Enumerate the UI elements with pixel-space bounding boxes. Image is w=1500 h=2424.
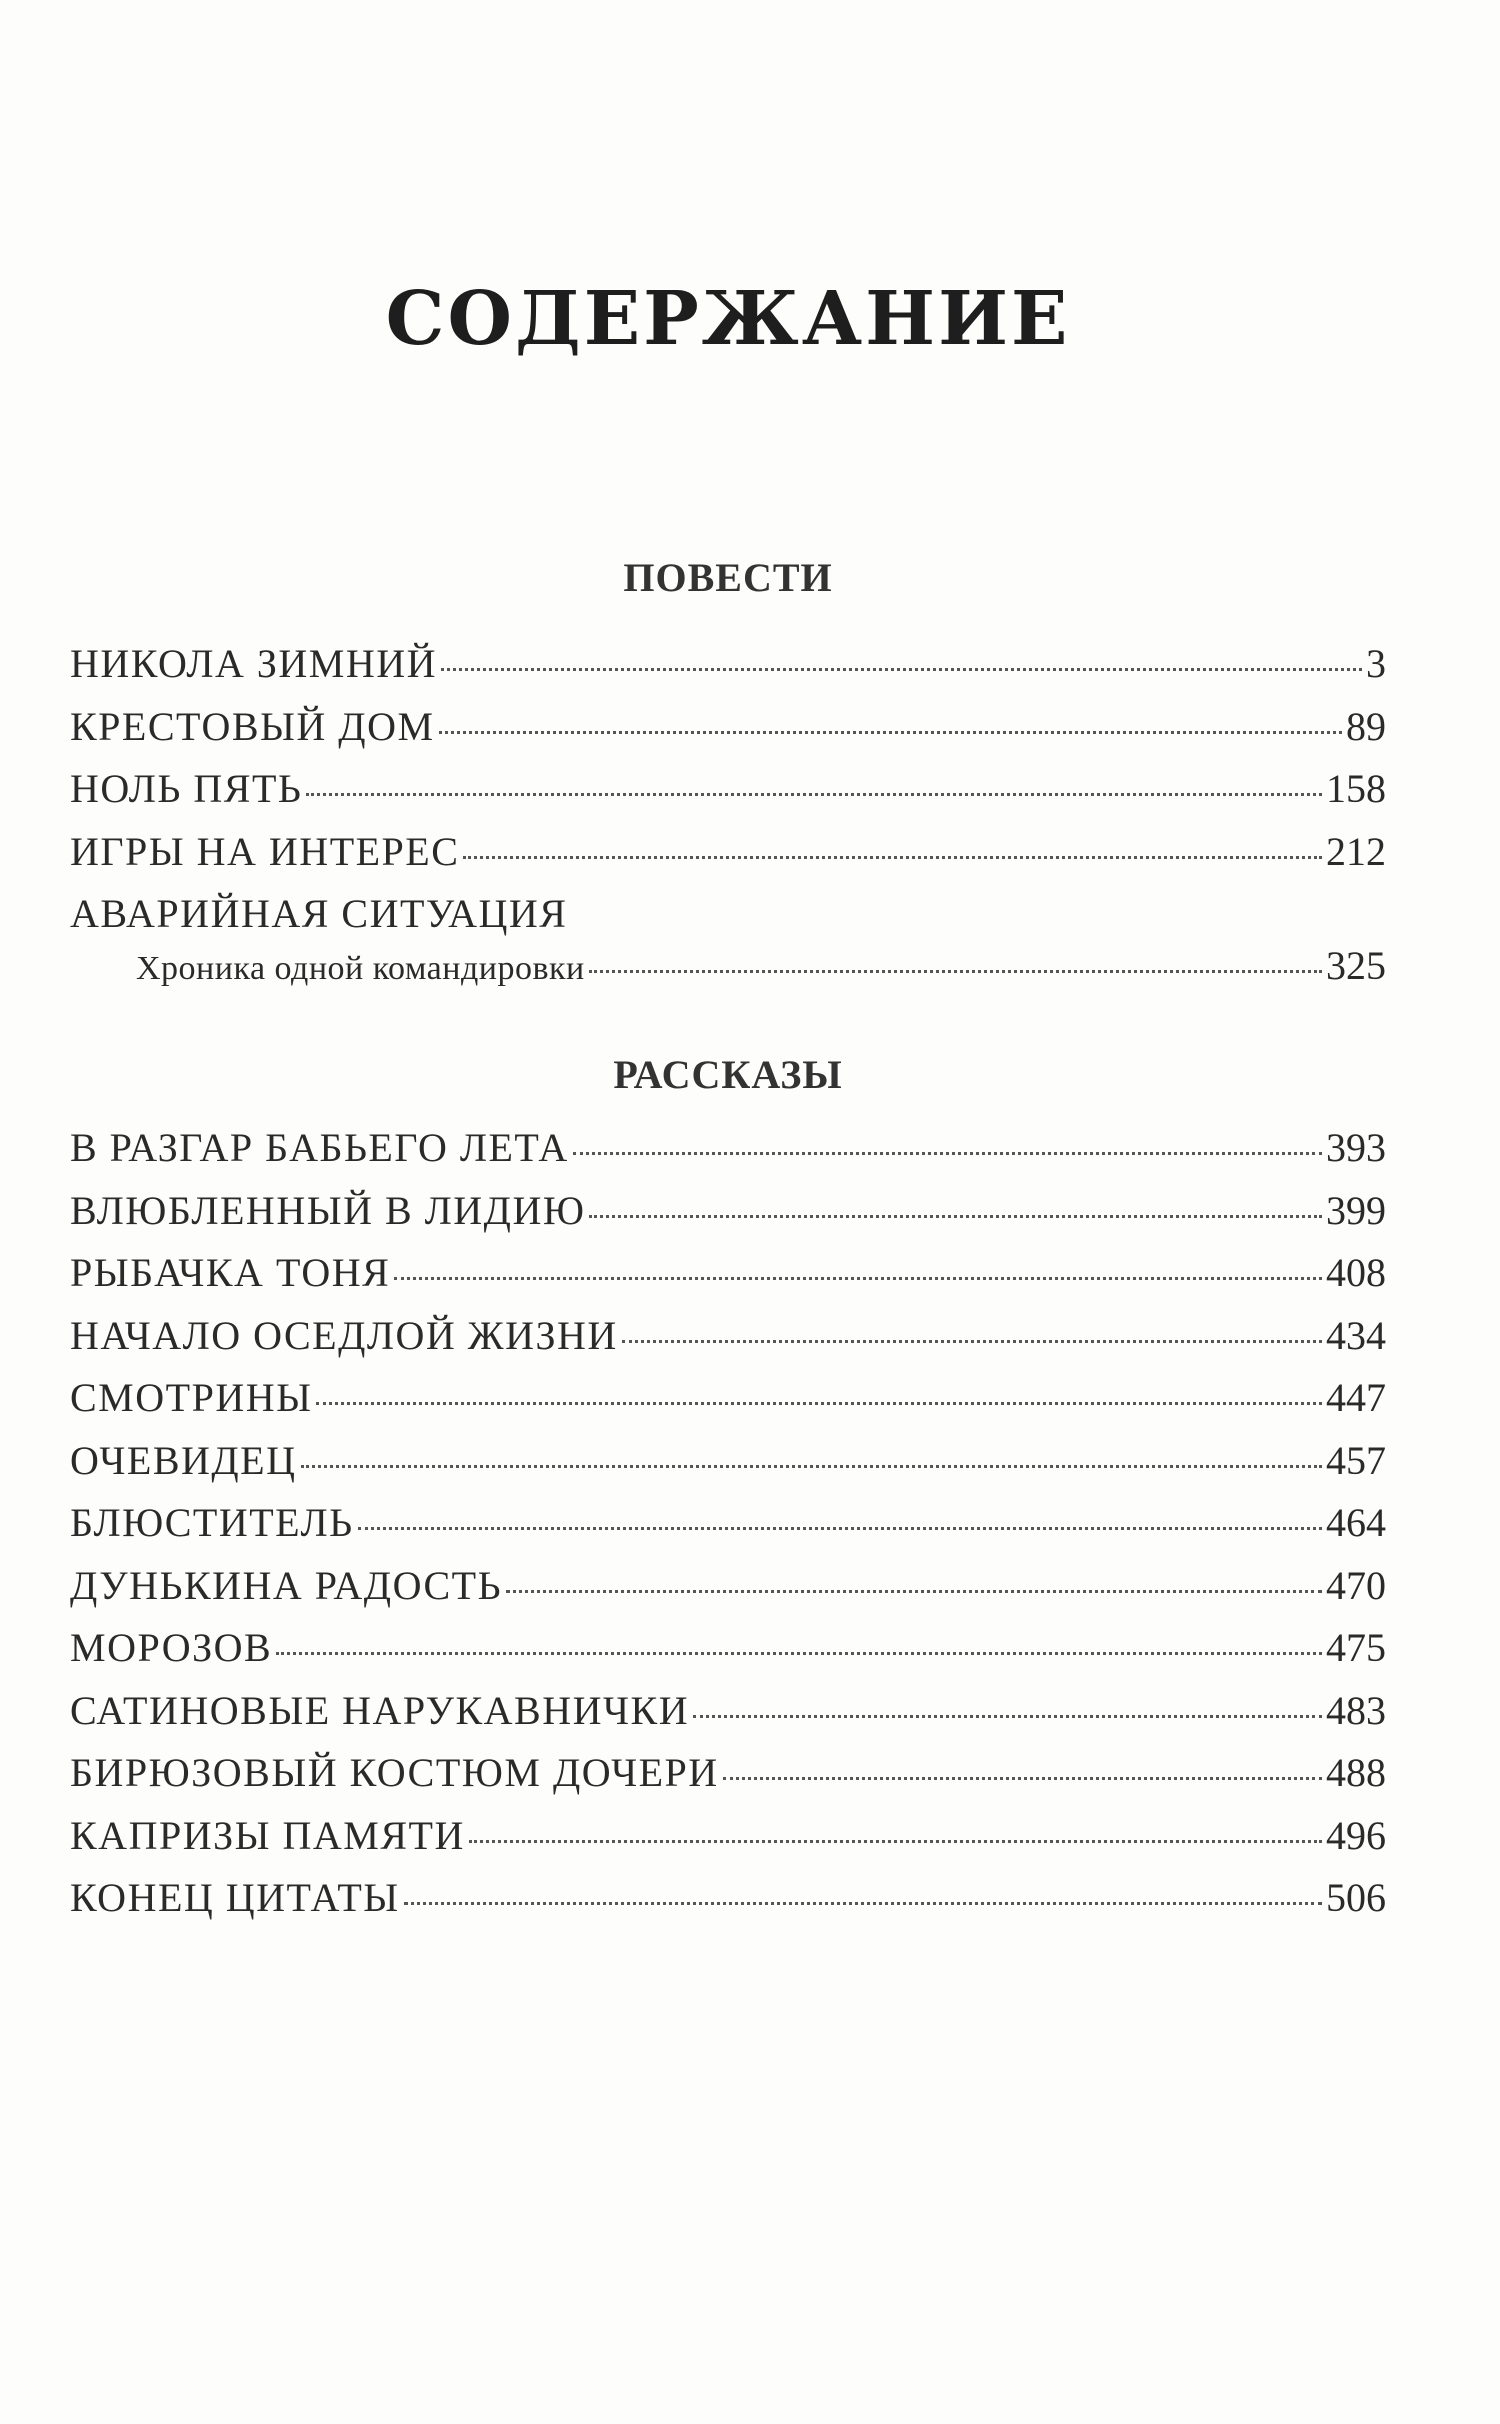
toc-entry[interactable] [70, 1124, 1386, 1187]
toc-entry[interactable] [70, 1874, 1386, 1937]
toc-entry[interactable] [70, 1187, 1386, 1250]
toc-entry-subtitle-row[interactable] [70, 942, 1386, 1004]
toc-entry-title: ИГРЫ НА ИНТЕРЕС [70, 828, 460, 874]
toc-entry-page: 89 [1346, 703, 1386, 749]
toc-entry-page: 447 [1326, 1375, 1386, 1420]
dot-leader [693, 1715, 1322, 1718]
toc-entry-title: ВЛЮБЛЕННЫЙ В ЛИДИЮ [70, 1187, 586, 1233]
toc-entry[interactable] [70, 1749, 1386, 1812]
toc-entry[interactable] [70, 1374, 1386, 1437]
toc-entry-page: 212 [1326, 828, 1386, 874]
dot-leader [306, 793, 1322, 796]
dot-leader [622, 1340, 1322, 1343]
toc-entry-page: 464 [1326, 1500, 1386, 1545]
toc-entry[interactable] [70, 703, 1386, 766]
toc-entry-page: 399 [1326, 1187, 1386, 1233]
dot-leader [469, 1840, 1322, 1843]
toc-entry[interactable] [70, 828, 1386, 891]
dot-leader [441, 668, 1362, 671]
toc-entry[interactable] [70, 1249, 1386, 1312]
toc-entry-title: В РАЗГАР БАБЬЕГО ЛЕТА [70, 1125, 569, 1170]
toc-entry-title: АВАРИЙНАЯ СИТУАЦИЯ [70, 891, 568, 936]
toc-entry[interactable] [70, 765, 1386, 828]
toc-entry-page: 3 [1366, 641, 1386, 686]
toc-entry-page: 408 [1326, 1250, 1386, 1295]
toc-entry-title: СМОТРИНЫ [70, 1375, 313, 1420]
toc-entry[interactable] [70, 1812, 1386, 1875]
dot-leader [301, 1465, 1323, 1468]
toc-entry-page: 488 [1326, 1750, 1386, 1795]
dot-leader [589, 1215, 1322, 1218]
toc-entry-title: МОРОЗОВ [70, 1625, 273, 1670]
toc-entry-page: 457 [1326, 1437, 1386, 1483]
page-title: СОДЕРЖАНИЕ [385, 276, 1071, 362]
dot-leader [316, 1402, 1322, 1405]
toc-entry-title: БЛЮСТИТЕЛЬ [70, 1500, 354, 1545]
dot-leader [404, 1902, 1322, 1905]
toc-entry-title: НИКОЛА ЗИМНИЙ [70, 641, 438, 686]
dot-leader [589, 970, 1322, 973]
toc-entry-title: КРЕСТОВЫЙ ДОМ [70, 703, 435, 749]
toc-entry-title: РЫБАЧКА ТОНЯ [70, 1250, 391, 1295]
toc-entry-subtitle: Хроника одной командировки [136, 950, 585, 987]
section-heading-povesti: ПОВЕСТИ [623, 555, 833, 600]
toc-entry-title: КОНЕЦ ЦИТАТЫ [70, 1875, 400, 1920]
toc-entry-title: КАПРИЗЫ ПАМЯТИ [70, 1812, 465, 1858]
toc-entry-page: 496 [1326, 1812, 1386, 1858]
toc-entry[interactable] [70, 640, 1386, 703]
toc-entry-page: 475 [1326, 1625, 1386, 1670]
toc-entry[interactable] [70, 1562, 1386, 1625]
dot-leader [506, 1590, 1322, 1593]
dot-leader [276, 1652, 1322, 1655]
toc-entry-title: НАЧАЛО ОСЕДЛОЙ ЖИЗНИ [70, 1312, 618, 1358]
toc-entry-page: 325 [1326, 943, 1386, 988]
toc-entry-title: ДУНЬКИНА РАДОСТЬ [70, 1562, 503, 1608]
dot-leader [463, 856, 1322, 859]
toc-list-povesti [70, 640, 1386, 1004]
toc-entry[interactable] [70, 1499, 1386, 1562]
toc-entry[interactable] [70, 890, 1386, 942]
toc-entry-title: САТИНОВЫЕ НАРУКАВНИЧКИ [70, 1687, 690, 1733]
toc-entry-page: 483 [1326, 1687, 1386, 1733]
toc-entry[interactable] [70, 1687, 1386, 1750]
toc-entry-title: БИРЮЗОВЫЙ КОСТЮМ ДОЧЕРИ [70, 1750, 719, 1795]
toc-list-rasskazy [70, 1124, 1386, 1937]
toc-entry-page: 470 [1326, 1562, 1386, 1608]
section-heading-rasskazy: РАССКАЗЫ [613, 1052, 843, 1097]
toc-entry-page: 158 [1326, 766, 1386, 811]
toc-entry-title: ОЧЕВИДЕЦ [70, 1437, 297, 1483]
dot-leader [723, 1777, 1322, 1780]
toc-entry[interactable] [70, 1437, 1386, 1500]
toc-entry-page: 434 [1326, 1312, 1386, 1358]
dot-leader [394, 1277, 1322, 1280]
dot-leader [573, 1152, 1322, 1155]
toc-entry[interactable] [70, 1312, 1386, 1375]
dot-leader [358, 1527, 1322, 1530]
toc-entry-page: 393 [1326, 1125, 1386, 1170]
dot-leader [439, 731, 1342, 734]
toc-entry-page: 506 [1326, 1875, 1386, 1920]
toc-entry[interactable] [70, 1624, 1386, 1687]
toc-entry-title: НОЛЬ ПЯТЬ [70, 766, 303, 811]
